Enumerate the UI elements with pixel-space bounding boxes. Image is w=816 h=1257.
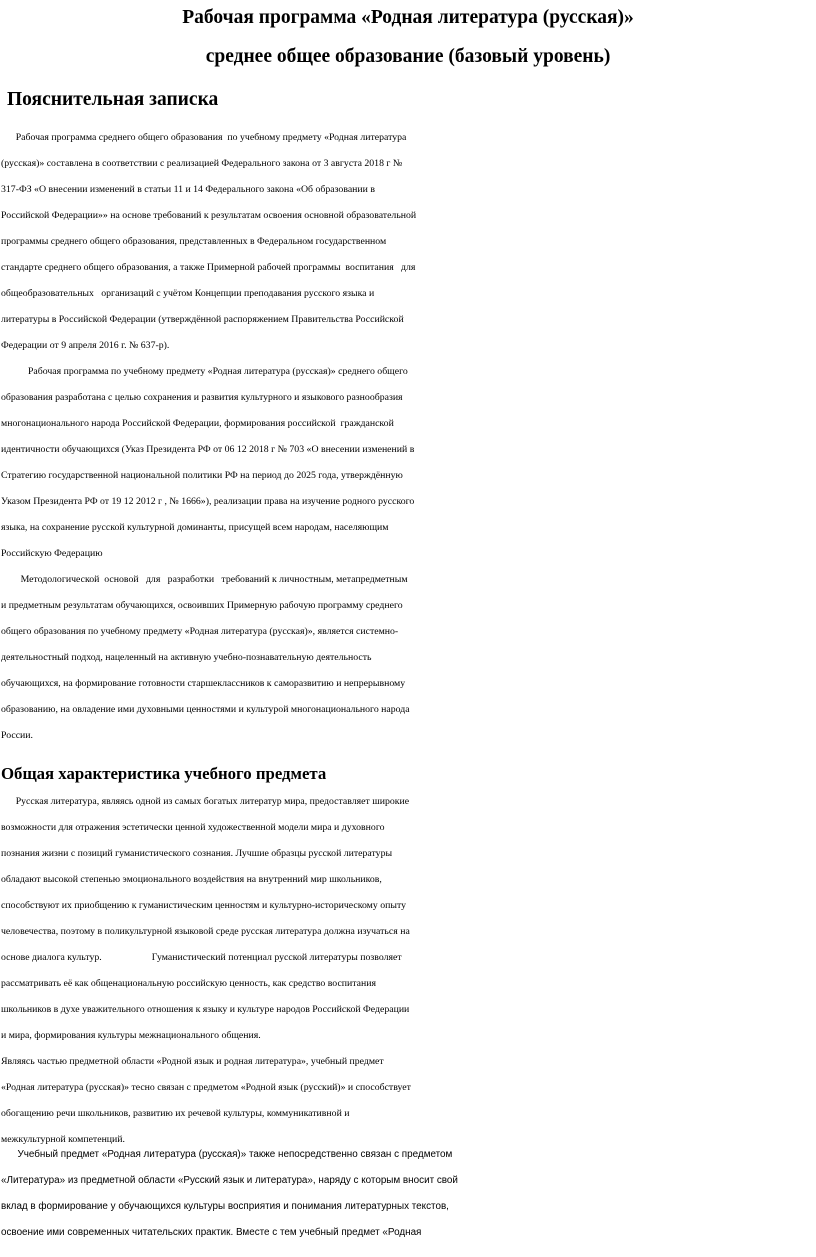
- text-line: языка, на сохранение русской культурной доминанты, присущей всем народам, населяющим: [1, 522, 389, 533]
- text-line: Российскую Федерацию: [1, 548, 103, 559]
- text-line: вклад в формирование у обучающихся культуры восприятия и понимания литературных текстов,: [1, 1201, 449, 1212]
- text-line: стандарте среднего общего образования, а также Примерной рабочей программы воспитания для: [1, 262, 416, 273]
- char-paragraph-4: [1, 1142, 816, 1246]
- text-line: школьников в духе уважительного отношения к языку и культуре народов Российской Федерации: [1, 1004, 410, 1015]
- text-line: Федерации от 9 апреля 2016 г. № 637-р).: [1, 340, 170, 351]
- text-line: человечества, поэтому в поликультурной языковой среде русская литература должна изучаться на: [1, 926, 410, 937]
- text-line-split: [1, 945, 816, 971]
- text-line: многонационального народа Российской Федерации, формирования российской гражданской: [1, 418, 394, 429]
- text-line: способствуют их приобщению к гуманистическим ценностям и культурно-историческому опыту: [1, 900, 407, 911]
- text-line: возможности для отражения эстетически ценной художественной модели мира и духовного: [1, 822, 385, 833]
- text-line: Указом Президента РФ от 19 12 2012 г , № 1666»), реализации права на изучение родного русского: [1, 496, 415, 507]
- document-title: Рабочая программа «Родная литература (русская)»: [182, 7, 634, 28]
- text-line: Учебный предмет «Родная литература (русская)» также непосредственно связан с предметом: [1, 1149, 453, 1160]
- text-line: России.: [1, 730, 33, 741]
- text-line: общего образования по учебному предмету «Родная литература (русская)», является системно-: [1, 626, 399, 637]
- text-line: и предметным результатам обучающихся, освоивших Примерную рабочую программу среднего: [1, 600, 403, 611]
- text-line: рассматривать её как общенациональную российскую ценность, как средство воспитания: [1, 978, 377, 989]
- text-line: общеобразовательных организаций с учётом Концепции преподавания русского языка и: [1, 288, 375, 299]
- text-line: литературы в Российской Федерации (утверждённой распоряжением Правительства Российской: [1, 314, 404, 325]
- text-line: Российской Федерации»» на основе требований к результатам освоения основной образовательной: [1, 210, 417, 221]
- text-line: образования разработана с целью сохранения и развития культурного и языкового разнообразия: [1, 392, 403, 403]
- text-line: идентичности обучающихся (Указ Президента РФ от 06 12 2018 г № 703 «О внесении изменений в: [1, 444, 415, 455]
- text-line: Рабочая программа по учебному предмету «Родная литература (русская)» среднего общего: [1, 366, 408, 377]
- text-fragment: основе диалога культур.: [1, 952, 102, 963]
- text-line: образованию, на овладение ими духовными ценностями и культурой многонационального народа: [1, 704, 410, 715]
- section-heading-general-characteristics: Общая характеристика учебного предмета: [1, 764, 327, 783]
- text-line: «Литература» из предметной области «Русский язык и литература», наряду с которым вносит свой: [1, 1175, 458, 1186]
- text-line: обогащению речи школьников, развитию их речевой культуры, коммуникативной и: [1, 1108, 350, 1119]
- text-line: Русская литература, являясь одной из самых богатых литератур мира, предоставляет широкие: [1, 796, 410, 807]
- text-line: «Родная литература (русская)» тесно связан с предметом «Родной язык (русский)» и способствует: [1, 1082, 411, 1093]
- text-line: Методологической основой для разработки требований к личностным, метапредметным: [1, 574, 408, 585]
- text-line: Являясь частью предметной области «Родной язык и родная литература», учебный предмет: [1, 1056, 384, 1067]
- text-line: межкультурной компетенций.: [1, 1134, 125, 1145]
- text-line: деятельностный подход, нацеленный на активную учебно-познавательную деятельность: [1, 652, 372, 663]
- text-line: познания жизни с позиций гуманистического сознания. Лучшие образцы русской литературы: [1, 848, 393, 859]
- text-line: и мира, формирования культуры межнационального общения.: [1, 1030, 261, 1041]
- paragraph-2: [1, 359, 816, 567]
- text-line: (русская)» составлена в соответствии с реализацией Федерального закона от 3 августа 2018 г №: [1, 158, 403, 169]
- document-subtitle: среднее общее образование (базовый уровень): [205, 46, 611, 67]
- text-line: Рабочая программа среднего общего образования по учебному предмету «Родная литература: [1, 132, 407, 143]
- char-paragraph-1: [1, 789, 816, 1153]
- text-line: освоение ими современных читательских практик. Вместе с тем учебный предмет «Родная: [1, 1227, 422, 1238]
- section-heading-explanatory-note: Пояснительная записка: [7, 89, 219, 110]
- text-line: программы среднего общего образования, представленных в Федеральном государственном: [1, 236, 387, 247]
- text-line: обучающихся, на формирование готовности старшеклассников к саморазвитию и непрерывному: [1, 678, 406, 689]
- text-line: обладают высокой степенью эмоционального воздействия на внутренний мир школьников,: [1, 874, 382, 885]
- paragraph-1: [1, 125, 816, 359]
- paragraph-3: [1, 567, 816, 749]
- text-fragment: Гуманистический потенциал русской литературы позволяет: [151, 952, 402, 963]
- text-line: 317-ФЗ «О внесении изменений в статьи 11 и 14 Федерального закона «Об образовании в: [1, 184, 375, 195]
- text-line: Стратегию государственной национальной политики РФ на период до 2025 года, утверждённую: [1, 470, 403, 481]
